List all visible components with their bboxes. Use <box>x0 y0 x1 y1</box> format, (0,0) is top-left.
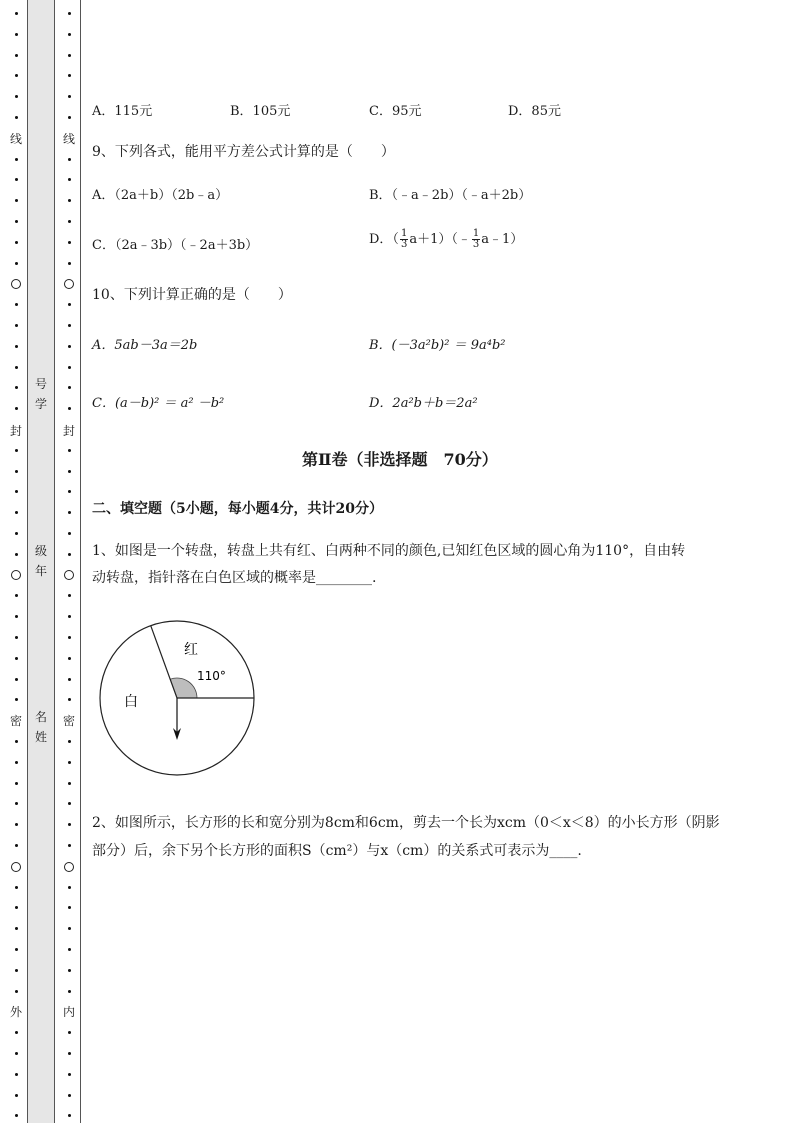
seal-dot <box>15 12 18 15</box>
seal-dot <box>68 12 71 15</box>
seal-dot <box>68 511 71 514</box>
seal-dot <box>15 407 18 410</box>
seal-dot <box>15 220 18 223</box>
seal-dot <box>68 1031 71 1034</box>
seal-dot <box>68 33 71 36</box>
seal-dot <box>68 532 71 535</box>
seal-dot <box>68 324 71 327</box>
seal-dot <box>68 199 71 202</box>
seal-dot <box>15 761 18 764</box>
seal-dot <box>68 844 71 847</box>
seal-ring-icon <box>64 279 74 289</box>
fill-section-header: 二、填空题（5小题，每小题4分，共计20分） <box>92 501 383 517</box>
seal-dot <box>68 636 71 639</box>
seal-dot <box>15 449 18 452</box>
seal-dot <box>15 636 18 639</box>
seal-dot <box>68 220 71 223</box>
seal-dot <box>15 927 18 930</box>
seal-dot <box>68 1094 71 1097</box>
seal-dot <box>15 823 18 826</box>
spinner-figure <box>95 614 265 784</box>
seal-dot <box>15 470 18 473</box>
seal-dot <box>68 678 71 681</box>
seal-dot <box>15 990 18 993</box>
seal-ring-icon <box>64 862 74 872</box>
seal-dot <box>15 1052 18 1055</box>
margin-label-ming: 名 <box>34 710 47 724</box>
seal-dot <box>15 366 18 369</box>
seal-dot <box>68 969 71 972</box>
seal-dot <box>15 615 18 618</box>
binding-info-column <box>27 0 55 1123</box>
seal-dot <box>68 782 71 785</box>
seal-dot <box>15 844 18 847</box>
binding-margin <box>0 0 84 1123</box>
seal-mark-seal-right: 封 <box>62 424 75 438</box>
seal-mark-seal-left: 封 <box>9 424 22 438</box>
seal-dot <box>68 366 71 369</box>
margin-label-xing: 姓 <box>34 730 47 744</box>
seal-dot <box>15 511 18 514</box>
seal-dot <box>68 74 71 77</box>
margin-label-ji: 级 <box>34 544 47 558</box>
seal-dot <box>68 345 71 348</box>
seal-dot <box>68 823 71 826</box>
seal-dot <box>68 886 71 889</box>
seal-dot <box>68 615 71 618</box>
q9-option-d: D．（ $\frac{1}{3}$ a＋1）（﹣ $\frac{1}{3}$ a﹣1） <box>369 228 524 250</box>
seal-dot <box>15 553 18 556</box>
seal-dot <box>68 1073 71 1076</box>
seal-dot <box>68 386 71 389</box>
seal-dot <box>68 948 71 951</box>
seal-dot <box>68 740 71 743</box>
q8-option-d: D．85元 <box>508 104 561 119</box>
seal-dot <box>68 990 71 993</box>
seal-ring-icon <box>11 862 21 872</box>
seal-dot <box>15 95 18 98</box>
seal-dot <box>15 802 18 805</box>
margin-label-hao: 号 <box>34 377 47 391</box>
seal-dot <box>68 262 71 265</box>
seal-dot <box>68 407 71 410</box>
q10-stem: 10、下列计算正确的是（ ） <box>92 287 292 303</box>
seal-dot <box>68 116 71 119</box>
fill-q2-line2: 部分）后，余下另个长方形的面积S（cm²）与x（cm）的关系式可表示为____. <box>92 843 582 859</box>
seal-dot <box>15 678 18 681</box>
q10-option-b: B．(－3a²b)² ＝ 9a⁴b² <box>369 338 506 353</box>
fill-q2-line1: 2、如图所示，长方形的长和宽分别为8cm和6cm，剪去一个长为xcm（0＜x＜8）的小长方形（阴影 <box>92 815 720 831</box>
seal-dot <box>15 386 18 389</box>
seal-dot <box>68 906 71 909</box>
seal-ring-icon <box>11 570 21 580</box>
seal-dot <box>15 324 18 327</box>
q9-option-a: A．（2a＋b）（2b﹣a） <box>92 188 229 203</box>
seal-dot <box>15 532 18 535</box>
seal-dot <box>15 158 18 161</box>
seal-dot <box>15 178 18 181</box>
seal-dot <box>15 782 18 785</box>
seal-dot <box>68 178 71 181</box>
q9-stem: 9、下列各式，能用平方差公式计算的是（ ） <box>92 144 395 160</box>
q8-option-c: C．95元 <box>369 104 422 119</box>
seal-mark-outer: 外 <box>9 1005 22 1019</box>
seal-ring-icon <box>64 570 74 580</box>
seal-dot <box>15 1094 18 1097</box>
fill-q1-line1: 1、如图是一个转盘，转盘上共有红、白两种不同的颜色,已知红色区域的圆心角为110°，自由转 <box>92 543 686 559</box>
seal-dot <box>68 761 71 764</box>
fill-q1-line2: 动转盘，指针落在白色区域的概率是________. <box>92 570 377 586</box>
q9-option-b: B．（﹣a﹣2b）（﹣a＋2b） <box>369 188 532 203</box>
seal-dot <box>68 657 71 660</box>
fraction: $\frac{1}{3}$ <box>400 228 408 250</box>
binding-line <box>80 0 81 1123</box>
seal-dot <box>15 969 18 972</box>
seal-dot <box>68 1052 71 1055</box>
seal-dot <box>68 927 71 930</box>
seal-dot <box>15 886 18 889</box>
seal-mark-line-left: 线 <box>9 132 22 146</box>
seal-dot <box>68 303 71 306</box>
seal-dot <box>68 470 71 473</box>
seal-dot <box>15 74 18 77</box>
seal-mark-secret-right: 密 <box>62 714 75 728</box>
margin-label-xue: 学 <box>34 397 47 411</box>
red-region-label: 红 <box>184 642 198 658</box>
seal-dot <box>15 1114 18 1117</box>
seal-dot <box>15 948 18 951</box>
seal-dot <box>68 698 71 701</box>
seal-mark-inner: 内 <box>62 1005 75 1019</box>
fraction: $\frac{1}{3}$ <box>472 228 480 250</box>
seal-dot <box>68 54 71 57</box>
seal-dot <box>15 262 18 265</box>
seal-dot <box>68 594 71 597</box>
seal-dot <box>68 95 71 98</box>
white-region-label: 白 <box>124 694 138 710</box>
seal-dot <box>68 802 71 805</box>
seal-dot <box>15 241 18 244</box>
seal-dot <box>15 490 18 493</box>
seal-dot <box>15 199 18 202</box>
seal-dot <box>68 490 71 493</box>
seal-dot <box>15 1031 18 1034</box>
q9-option-c: C．（2a﹣3b）（﹣2a＋3b） <box>92 238 259 253</box>
seal-dot <box>68 241 71 244</box>
seal-mark-line-right: 线 <box>62 132 75 146</box>
seal-dot <box>15 33 18 36</box>
q10-option-c: C．(a－b)² ＝ a² －b² <box>92 396 225 411</box>
part2-title: 第Ⅱ卷（非选择题 70分） <box>302 450 498 469</box>
margin-label-nian: 年 <box>34 564 47 578</box>
q8-option-b: B．105元 <box>230 104 291 119</box>
seal-dot <box>15 906 18 909</box>
seal-dot <box>15 116 18 119</box>
seal-dot <box>68 158 71 161</box>
seal-dot <box>15 594 18 597</box>
seal-ring-icon <box>11 279 21 289</box>
q10-option-a: A．5ab－3a＝2b <box>92 338 198 353</box>
seal-dot <box>68 1114 71 1117</box>
seal-dot <box>15 303 18 306</box>
seal-dot <box>15 54 18 57</box>
q10-option-d: D．2a²b＋b＝2a² <box>369 396 478 411</box>
seal-dot <box>15 698 18 701</box>
seal-mark-secret-left: 密 <box>9 714 22 728</box>
seal-dot <box>15 345 18 348</box>
seal-dot <box>68 553 71 556</box>
seal-dot <box>15 1073 18 1076</box>
q8-option-a: A．115元 <box>92 104 153 119</box>
seal-dot <box>15 740 18 743</box>
angle-label: 110° <box>197 669 226 683</box>
seal-dot <box>15 657 18 660</box>
seal-dot <box>68 449 71 452</box>
